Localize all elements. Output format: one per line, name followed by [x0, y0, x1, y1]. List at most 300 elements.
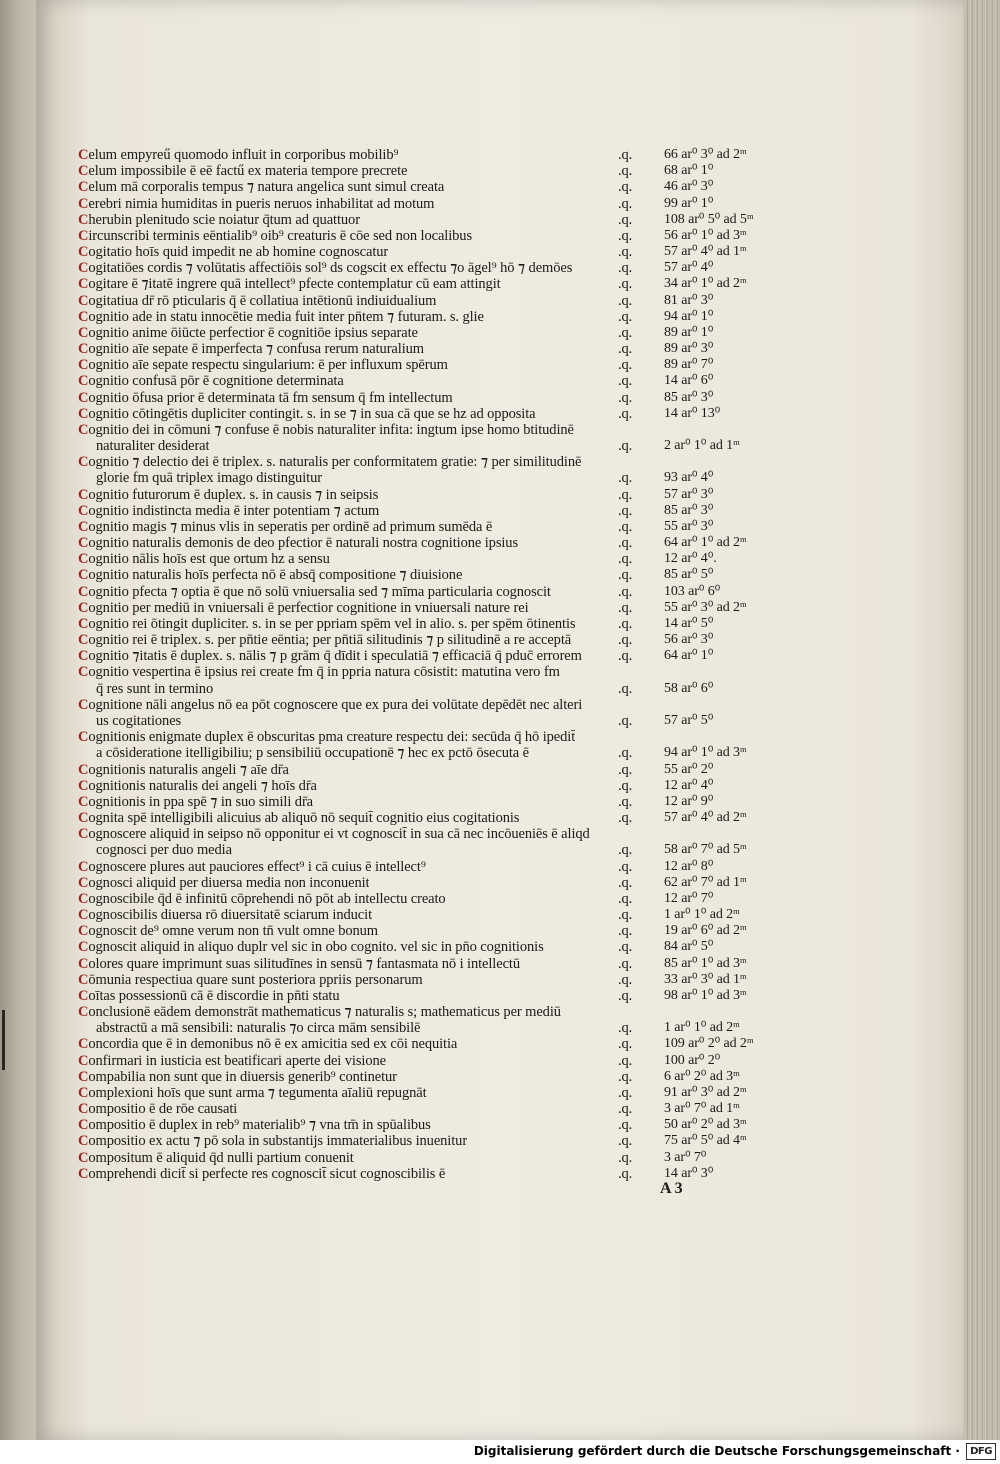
entry-body: olores quare imprimunt suas silitudīnes in sensū ⁊ fantasmata nō i intellectū [88, 955, 520, 972]
entry-body: ognitio naturalis demonis de deo pfectior ē naturali nostra cognitione ipsius [88, 535, 518, 552]
rubricated-initial: C [78, 1133, 89, 1150]
reference: 14 ar⁰ 3⁰ [664, 1165, 714, 1181]
entry-text [78, 519, 492, 535]
reference: 94 ar⁰ 1⁰ ad 3ᵐ [664, 745, 747, 761]
entry-text [78, 422, 574, 438]
rubricated-initial: C [78, 357, 89, 374]
entry-body: ogitatio hoīs quid impedit ne ab homine cognoscatur [88, 244, 389, 260]
entry-text [78, 1053, 386, 1069]
reference: 100 ar⁰ 2⁰ [664, 1052, 721, 1068]
reference: 57 ar⁰ 3⁰ [664, 486, 714, 502]
question-marker: .q. [618, 1052, 633, 1069]
entry-text [78, 179, 444, 195]
entry-text [78, 584, 551, 600]
entry-body: ompabilia non sunt que in diuersis generib⁹ continetur [88, 1068, 397, 1085]
entry-body: ompositio ex actu ⁊ pō sola in substantijs immaterialibus inuenitur [88, 1133, 468, 1150]
reference: 89 ar⁰ 3⁰ [664, 341, 714, 356]
question-marker: .q. [618, 518, 633, 535]
question-marker: .q. [618, 357, 633, 374]
entry-text [96, 1020, 420, 1036]
entry-body: ognitio naturalis hoīs perfecta nō ē absq̄ compositione ⁊ diuisione [88, 567, 463, 584]
entry-body: ognosci aliquid per diuersa media non inconuenit [88, 874, 370, 891]
question-marker: .q. [618, 939, 633, 956]
entry-text [78, 826, 590, 842]
question-marker: .q. [618, 227, 633, 244]
question-marker: .q. [618, 793, 633, 810]
reference: 1 ar⁰ 1⁰ ad 2ᵐ [664, 1020, 740, 1036]
rubricated-initial: C [78, 696, 89, 713]
question-marker: .q. [618, 713, 633, 729]
rubricated-initial: C [78, 244, 89, 260]
rubricated-initial: C [78, 211, 89, 228]
entry-text [96, 713, 181, 729]
entry-text [78, 244, 388, 260]
entry-text [78, 939, 544, 955]
rubricated-initial: C [78, 907, 89, 923]
entry-body: a cōsideratione itelligibiliu; p sensibiliū occupationē ⁊ hec ex pctō ōsecuta ē [96, 745, 529, 762]
question-marker: .q. [618, 777, 633, 794]
rubricated-initial: C [78, 454, 89, 471]
reference: 34 ar⁰ 1⁰ ad 2ᵐ [664, 276, 747, 292]
entry-text [78, 1117, 431, 1133]
reference: 66 ar⁰ 3⁰ ad 2ᵐ [664, 147, 747, 162]
reference: 14 ar⁰ 5⁰ [664, 615, 714, 631]
question-marker: .q. [618, 195, 633, 212]
rubricated-initial: C [78, 373, 89, 390]
rubricated-initial: C [78, 308, 89, 325]
reference: 68 ar⁰ 1⁰ [664, 163, 714, 179]
rubricated-initial: C [78, 324, 89, 341]
rubricated-initial: C [78, 923, 89, 940]
entry-text [78, 1166, 445, 1182]
entry-body: ompositum ē aliquid q̄d nulli partium conuenit [88, 1149, 354, 1166]
reference: 55 ar⁰ 3⁰ [664, 518, 714, 534]
entry-text [78, 390, 453, 406]
entry-text [78, 406, 536, 422]
question-marker: .q. [618, 583, 633, 600]
question-marker: .q. [618, 502, 633, 519]
entry-body: erebri nimia humiditas in pueris neruos inhabilitat ad motum [88, 195, 435, 212]
entry-body: ognitio vespertina ē ipsius rei create fm q̄ in ppria natura cōsistit: matutina vero fm [88, 664, 560, 681]
entry-body: ognitio cōtingētis dupliciter contingit. s. in se ⁊ in sua cā que se hz ad opposita [88, 405, 536, 422]
entry-text [78, 697, 582, 713]
rubricated-initial: C [78, 551, 89, 568]
entry-body: ognitio nālis hoīs est que ortum hz a sensu [88, 551, 330, 568]
entry-body: ognitionis naturalis dei angeli ⁊ hoīs dr̄a [88, 777, 317, 794]
question-marker: .q. [618, 680, 633, 697]
entry-body: q̄ res sunt in termino [96, 680, 214, 697]
entry-body: ognitione nāli angelus nō ea pōt cognoscere que ex pura dei volūtate depēdēt nec alteri [88, 696, 583, 713]
entry-text [78, 729, 575, 745]
rubricated-initial: C [78, 1117, 89, 1134]
rubricated-initial: C [78, 583, 89, 600]
reference: 58 ar⁰ 7⁰ ad 5ᵐ [664, 842, 747, 858]
signature-mark: A 3 [660, 1180, 683, 1197]
entry-text [78, 487, 378, 503]
reference: 57 ar⁰ 4⁰ [664, 260, 714, 276]
entry-body: ognitio ōfusa prior ē determinata tā fm sensum q̄ fm intellectum [88, 389, 453, 406]
reference: 12 ar⁰ 8⁰ [664, 858, 714, 874]
question-marker: .q. [618, 470, 633, 487]
rubricated-initial: C [78, 1165, 89, 1182]
rubricated-initial: C [78, 341, 89, 357]
reference: 19 ar⁰ 6⁰ ad 2ᵐ [664, 923, 747, 939]
entry-body: ognitio rei ē triplex. s. per pn̄tie eēntia; per pn̄tiā silitudinis ⁊ p silitudinē a re acceptā [88, 632, 572, 649]
entry-text [96, 681, 213, 697]
entry-text [78, 454, 581, 470]
entry-body: ognita spē intelligibili alicuius ab aliquō nō sequit̄ cognitio eius cogitationis [88, 810, 520, 826]
entry-body: ognitio pfecta ⁊ optia ē que nō solū vniuersalia sed ⁊ mīma particularia cognoscit [88, 583, 551, 600]
entry-body: ogitatiua dr̄ rō pticularis q̄ ē collatiua intētionū indiuidualium [88, 292, 437, 309]
reference: 6 ar⁰ 2⁰ ad 3ᵐ [664, 1068, 740, 1084]
reference: 56 ar⁰ 3⁰ [664, 632, 714, 648]
rubricated-initial: C [78, 874, 89, 891]
rubricated-initial: C [78, 648, 89, 665]
reference: 12 ar⁰ 4⁰. [664, 551, 717, 567]
entry-body: ōmunia respectiua quare sunt posteriora ppriis personarum [88, 971, 423, 988]
entry-body: elum mā corporalis tempus ⁊ natura angelica sunt simul creata [88, 179, 445, 196]
entry-body: ognoscibile q̄d ē infinitū cōprehendi nō pōt ab intellectu creato [88, 890, 446, 907]
entry-body: onfirmari in iusticia est beatificari aperte dei visione [88, 1052, 386, 1069]
reference: 50 ar⁰ 2⁰ ad 3ᵐ [664, 1117, 747, 1133]
question-marker: .q. [618, 907, 633, 923]
entry-body: ognoscit aliquid in aliquo dupl̄r vel sic in obo cognito. vel sic in pn̄o cognitionis [88, 939, 544, 956]
entry-body: ognitio ade in statu innocētie media fuit inter pn̄tem ⁊ futuram. s. glie [88, 308, 484, 325]
entry-text [78, 1036, 457, 1052]
question-marker: .q. [618, 308, 633, 325]
reference: 89 ar⁰ 1⁰ [664, 324, 714, 340]
entry-body: ircunscribi terminis eēntialib⁹ oib⁹ creaturis ē cōe sed non localibus [88, 227, 472, 244]
entry-text [78, 956, 520, 972]
entry-text [78, 1150, 354, 1166]
question-marker: .q. [618, 599, 633, 616]
rubricated-initial: C [78, 292, 89, 309]
entry-text [78, 762, 289, 778]
entry-body: omplexioni hoīs que sunt arma ⁊ tegumenta aīaliū repugnāt [88, 1084, 427, 1101]
rubricated-initial: C [78, 1068, 89, 1085]
entry-body: ognitio anime ōiūcte perfectior ē cognitiōe ipsius separate [88, 324, 418, 341]
rubricated-initial: C [78, 971, 89, 988]
reference: 75 ar⁰ 5⁰ ad 4ᵐ [664, 1133, 747, 1149]
entry-body: ognitio aīe sepate respectu singularium: ē per influxum spērum [88, 357, 448, 374]
question-marker: .q. [618, 1068, 633, 1085]
entry-body: ognitio aīe sepate ē imperfecta ⁊ confusa rerum naturalium [88, 341, 424, 357]
entry-text [78, 778, 317, 794]
entry-body: ognitionis in ppa spē ⁊ in suo simili dr̄a [88, 793, 314, 810]
question-marker: .q. [618, 373, 633, 390]
rubricated-initial: C [78, 1052, 89, 1069]
entry-body: ognitionis enigmate duplex ē obscuritas pma creature respectu dei: secūda q̄ hō ipedit̄ [88, 729, 576, 746]
entry-text [78, 293, 436, 309]
dfg-logo-icon: DFG [966, 1443, 996, 1460]
footer-text: Digitalisierung gefördert durch die Deutsche Forschungsgemeinschaft · [473, 1444, 960, 1458]
question-marker: .q. [618, 1133, 633, 1150]
question-marker: .q. [618, 405, 633, 422]
reference: 103 ar⁰ 6⁰ [664, 583, 721, 599]
entry-body: ognitio magis ⁊ minus vlis in seperatis per ordinē ad primum sumēda ē [88, 518, 493, 535]
entry-body: us cogitationes [96, 713, 182, 729]
entry-body: ognitio futurorum ē duplex. s. in causis ⁊ in seipsis [88, 486, 379, 503]
question-marker: .q. [618, 438, 633, 455]
entry-text [78, 535, 518, 551]
entry-body: ognoscit de⁹ omne verum non tn̄ vult omne bonum [88, 923, 378, 940]
entry-text [78, 891, 446, 907]
reference: 55 ar⁰ 3⁰ ad 2ᵐ [664, 599, 747, 615]
question-marker: .q. [618, 923, 633, 940]
reference: 94 ar⁰ 1⁰ [664, 308, 714, 324]
entry-text [78, 357, 448, 373]
reference: 14 ar⁰ 13⁰ [664, 405, 721, 421]
rubricated-initial: C [78, 147, 89, 163]
reference: 57 ar⁰ 5⁰ [664, 713, 714, 728]
rubricated-initial: C [78, 1036, 89, 1053]
rubricated-initial: C [78, 1149, 89, 1166]
entry-text [78, 228, 472, 244]
rubricated-initial: C [78, 858, 89, 875]
reference: 14 ar⁰ 6⁰ [664, 373, 714, 389]
entry-text [78, 648, 582, 664]
reference: 12 ar⁰ 7⁰ [664, 890, 714, 906]
question-marker: .q. [618, 971, 633, 988]
footer-bar [0, 1440, 1000, 1464]
entry-text [78, 567, 462, 583]
reference: 81 ar⁰ 3⁰ [664, 292, 714, 308]
rubricated-initial: C [78, 1084, 89, 1101]
entry-body: oncordia que ē in demonibus nō ē ex amicitia sed ex cōi nequitia [88, 1036, 458, 1053]
entry-text [78, 632, 571, 648]
entry-body: ognitio ⁊itatis ē duplex. s. nālis ⁊ p grām q̄ dīdit i speculatiā ⁊ efficaciā q̄ pduc̄ errorem [88, 648, 582, 665]
entry-text [78, 923, 378, 939]
entry-body: ognoscere aliquid in seipso nō opponitur ei vt cognoscit̄ in sua cā nec incōueniēs ē aliqd [88, 826, 590, 843]
rubricated-initial: C [78, 535, 89, 552]
entry-body: ogitare ē ⁊itatē ingrere quā intellect⁹ pfecte contemplatur cū eam attingit [88, 276, 501, 293]
entry-text [78, 260, 572, 276]
rubricated-initial: C [78, 567, 89, 584]
rubricated-initial: C [78, 1004, 89, 1020]
reference: 2 ar⁰ 1⁰ ad 1ᵐ [664, 438, 740, 454]
question-marker: .q. [618, 260, 633, 277]
question-marker: .q. [618, 1117, 633, 1134]
rubricated-initial: C [78, 664, 89, 681]
reference: 57 ar⁰ 4⁰ ad 1ᵐ [664, 244, 747, 259]
entry-text [78, 988, 340, 1004]
entry-body: ognitio dei in cōmuni ⁊ confuse ē nobis naturaliter infita: ingtum ipse homo btitudinē [88, 421, 574, 438]
reference: 55 ar⁰ 2⁰ [664, 761, 714, 777]
question-marker: .q. [618, 987, 633, 1004]
question-marker: .q. [618, 567, 633, 584]
rubricated-initial: C [78, 810, 89, 826]
entry-body: elum impossibile ē eē factű ex materia tempore precrete [88, 163, 408, 180]
entry-body: ognoscere plures aut pauciores effect⁹ i cā cuius ē intellect⁹ [88, 858, 426, 875]
entry-body: ompositio ē de rōe causati [88, 1101, 238, 1117]
question-marker: .q. [618, 147, 633, 163]
rubricated-initial: C [78, 195, 89, 212]
entry-body: ognitionis naturalis angeli ⁊ aīe dr̄a [88, 761, 289, 778]
entry-text [78, 794, 313, 810]
question-marker: .q. [618, 535, 633, 552]
question-marker: .q. [618, 324, 633, 341]
question-marker: .q. [618, 890, 633, 907]
reference: 108 ar⁰ 5⁰ ad 5ᵐ [664, 211, 754, 227]
question-marker: .q. [618, 389, 633, 406]
entry-body: ognitio ⁊ delectio dei ē triplex. s. naturalis per conformitatem gratie: ⁊ per similitudinē [88, 454, 582, 471]
entry-body: onclusionē eādem demonstrāt mathematicus ⁊ naturalis s; mathematicus per mediū [88, 1004, 561, 1020]
rubricated-initial: C [78, 518, 89, 535]
question-marker: .q. [618, 163, 633, 180]
rubricated-initial: C [78, 486, 89, 503]
question-marker: .q. [618, 211, 633, 228]
question-marker: .q. [618, 874, 633, 891]
question-marker: .q. [618, 648, 633, 665]
reference: 89 ar⁰ 7⁰ [664, 357, 714, 373]
entry-body: ognitio rei ōtingit dupliciter. s. in se per ppriam spēm vel in alio. s. per spēm ōtinentis [88, 615, 576, 632]
rubricated-initial: C [78, 405, 89, 422]
entry-text [78, 810, 519, 826]
question-marker: .q. [618, 955, 633, 972]
reference: 91 ar⁰ 3⁰ ad 2ᵐ [664, 1084, 747, 1100]
rubricated-initial: C [78, 890, 89, 907]
question-marker: .q. [618, 1084, 633, 1101]
reference: 85 ar⁰ 1⁰ ad 3ᵐ [664, 955, 747, 971]
entry-text [78, 309, 484, 325]
entry-text [96, 842, 232, 858]
entry-text [78, 1085, 427, 1101]
reference: 1 ar⁰ 1⁰ ad 2ᵐ [664, 907, 740, 922]
rubricated-initial: C [78, 389, 89, 406]
entry-body: oītas possessionū cā ē discordie in pn̄ti statu [88, 987, 340, 1004]
entry-text [78, 373, 344, 389]
rubricated-initial: C [78, 276, 89, 293]
question-marker: .q. [618, 1149, 633, 1166]
reference: 85 ar⁰ 5⁰ [664, 567, 714, 583]
entry-body: naturaliter desiderat [96, 438, 210, 455]
question-marker: .q. [618, 341, 633, 357]
reference: 12 ar⁰ 4⁰ [664, 777, 714, 793]
entry-body: glorie fm quā triplex imago distinguitur [96, 470, 322, 487]
entry-text [78, 600, 529, 616]
rubricated-initial: C [78, 1101, 89, 1117]
reference: 64 ar⁰ 1⁰ ad 2ᵐ [664, 535, 747, 551]
reference: 98 ar⁰ 1⁰ ad 3ᵐ [664, 987, 747, 1003]
rubricated-initial: C [78, 615, 89, 632]
entry-text [78, 551, 330, 567]
entry-text [78, 276, 501, 292]
reference: 85 ar⁰ 3⁰ [664, 502, 714, 518]
reference: 46 ar⁰ 3⁰ [664, 179, 714, 195]
entry-body: ognitio confusā pōr ē cognitione determinata [88, 373, 344, 390]
rubricated-initial: C [78, 632, 89, 649]
entry-text [78, 212, 360, 228]
question-marker: .q. [618, 1036, 633, 1053]
entry-text [78, 341, 424, 357]
rubricated-initial: C [78, 227, 89, 244]
question-marker: .q. [618, 761, 633, 778]
question-marker: .q. [618, 486, 633, 503]
entry-body: ogitatiōes cordis ⁊ volūtatis affectiōis sol⁹ ds cogscit ex effectu ⁊o āgel⁹ hō ⁊ demōes [88, 260, 573, 277]
reference: 99 ar⁰ 1⁰ [664, 195, 714, 211]
rubricated-initial: C [78, 987, 89, 1004]
rubricated-initial: C [78, 939, 89, 956]
entry-text [96, 438, 209, 454]
rubricated-initial: C [78, 793, 89, 810]
question-marker: .q. [618, 858, 633, 875]
entry-text [78, 859, 426, 875]
entry-body: ompositio ē duplex in reb⁹ materialib⁹ ⁊ vna tm̄ in spūalibus [88, 1117, 431, 1134]
entry-text [96, 470, 322, 486]
question-marker: .q. [618, 615, 633, 632]
entry-text [78, 163, 407, 179]
reference: 56 ar⁰ 1⁰ ad 3ᵐ [664, 227, 747, 243]
entry-text [78, 1004, 561, 1020]
rubricated-initial: C [78, 599, 89, 616]
question-marker: .q. [618, 179, 633, 196]
entry-body: ognitio indistincta media ē inter potentiam ⁊ actum [88, 502, 380, 519]
question-marker: .q. [618, 810, 633, 826]
entry-text [78, 907, 372, 923]
reference: 58 ar⁰ 6⁰ [664, 680, 714, 696]
rubricated-initial: C [78, 955, 89, 972]
question-marker: .q. [618, 1101, 633, 1117]
reference: 57 ar⁰ 4⁰ ad 2ᵐ [664, 810, 747, 825]
entry-text [78, 325, 418, 341]
reference: 3 ar⁰ 7⁰ ad 1ᵐ [664, 1101, 740, 1116]
reference: 109 ar⁰ 2⁰ ad 2ᵐ [664, 1036, 754, 1052]
entry-body: ognitio per mediū in vniuersali ē perfectior cognitione in vniuersali nature rei [88, 599, 529, 616]
entry-text [96, 745, 529, 761]
entry-text [78, 1069, 397, 1085]
rubricated-initial: C [78, 260, 89, 277]
entry-text [78, 147, 398, 163]
reference: 33 ar⁰ 3⁰ ad 1ᵐ [664, 971, 747, 987]
reference: 84 ar⁰ 5⁰ [664, 939, 714, 955]
entry-text [78, 1133, 467, 1149]
reference: 62 ar⁰ 7⁰ ad 1ᵐ [664, 874, 747, 890]
rubricated-initial: C [78, 502, 89, 519]
entry-body: herubin plenitudo scie noiatur q̄tum ad quattuor [88, 211, 360, 228]
entry-body: ognoscibilis diuersa rō diuersitatē sciarum inducit [88, 907, 373, 923]
entry-body: abstractū a mā sensibili: naturalis ⁊o circa mām sensibilē [96, 1020, 421, 1037]
entry-body: cognosci per duo media [96, 842, 232, 859]
entry-body: omprehendi dicit̄ si perfecte res cognoscit̄ sicut cognoscibilis ē [88, 1165, 446, 1182]
entry-text [78, 196, 434, 212]
entry-text [78, 503, 379, 519]
entry-text [78, 875, 369, 891]
question-marker: .q. [618, 292, 633, 309]
rubricated-initial: C [78, 826, 89, 843]
question-marker: .q. [618, 1165, 633, 1182]
question-marker: .q. [618, 244, 633, 260]
reference: 12 ar⁰ 9⁰ [664, 793, 714, 809]
question-marker: .q. [618, 551, 633, 568]
question-marker: .q. [618, 276, 633, 293]
rubricated-initial: C [78, 421, 89, 438]
reference: 85 ar⁰ 3⁰ [664, 389, 714, 405]
question-marker: .q. [618, 1020, 633, 1037]
reference: 3 ar⁰ 7⁰ [664, 1149, 707, 1165]
rubricated-initial: C [78, 729, 89, 746]
question-marker: .q. [618, 745, 633, 762]
entry-body: elum empyreű quomodo influit in corporibus mobilib⁹ [88, 147, 399, 163]
rubricated-initial: C [78, 761, 89, 778]
rubricated-initial: C [78, 179, 89, 196]
rubricated-initial: C [78, 777, 89, 794]
entry-text [78, 616, 575, 632]
entry-text [78, 664, 560, 680]
question-marker: .q. [618, 842, 633, 859]
rubricated-initial: C [78, 163, 89, 180]
entry-text [78, 972, 423, 988]
reference: 93 ar⁰ 4⁰ [664, 470, 714, 486]
